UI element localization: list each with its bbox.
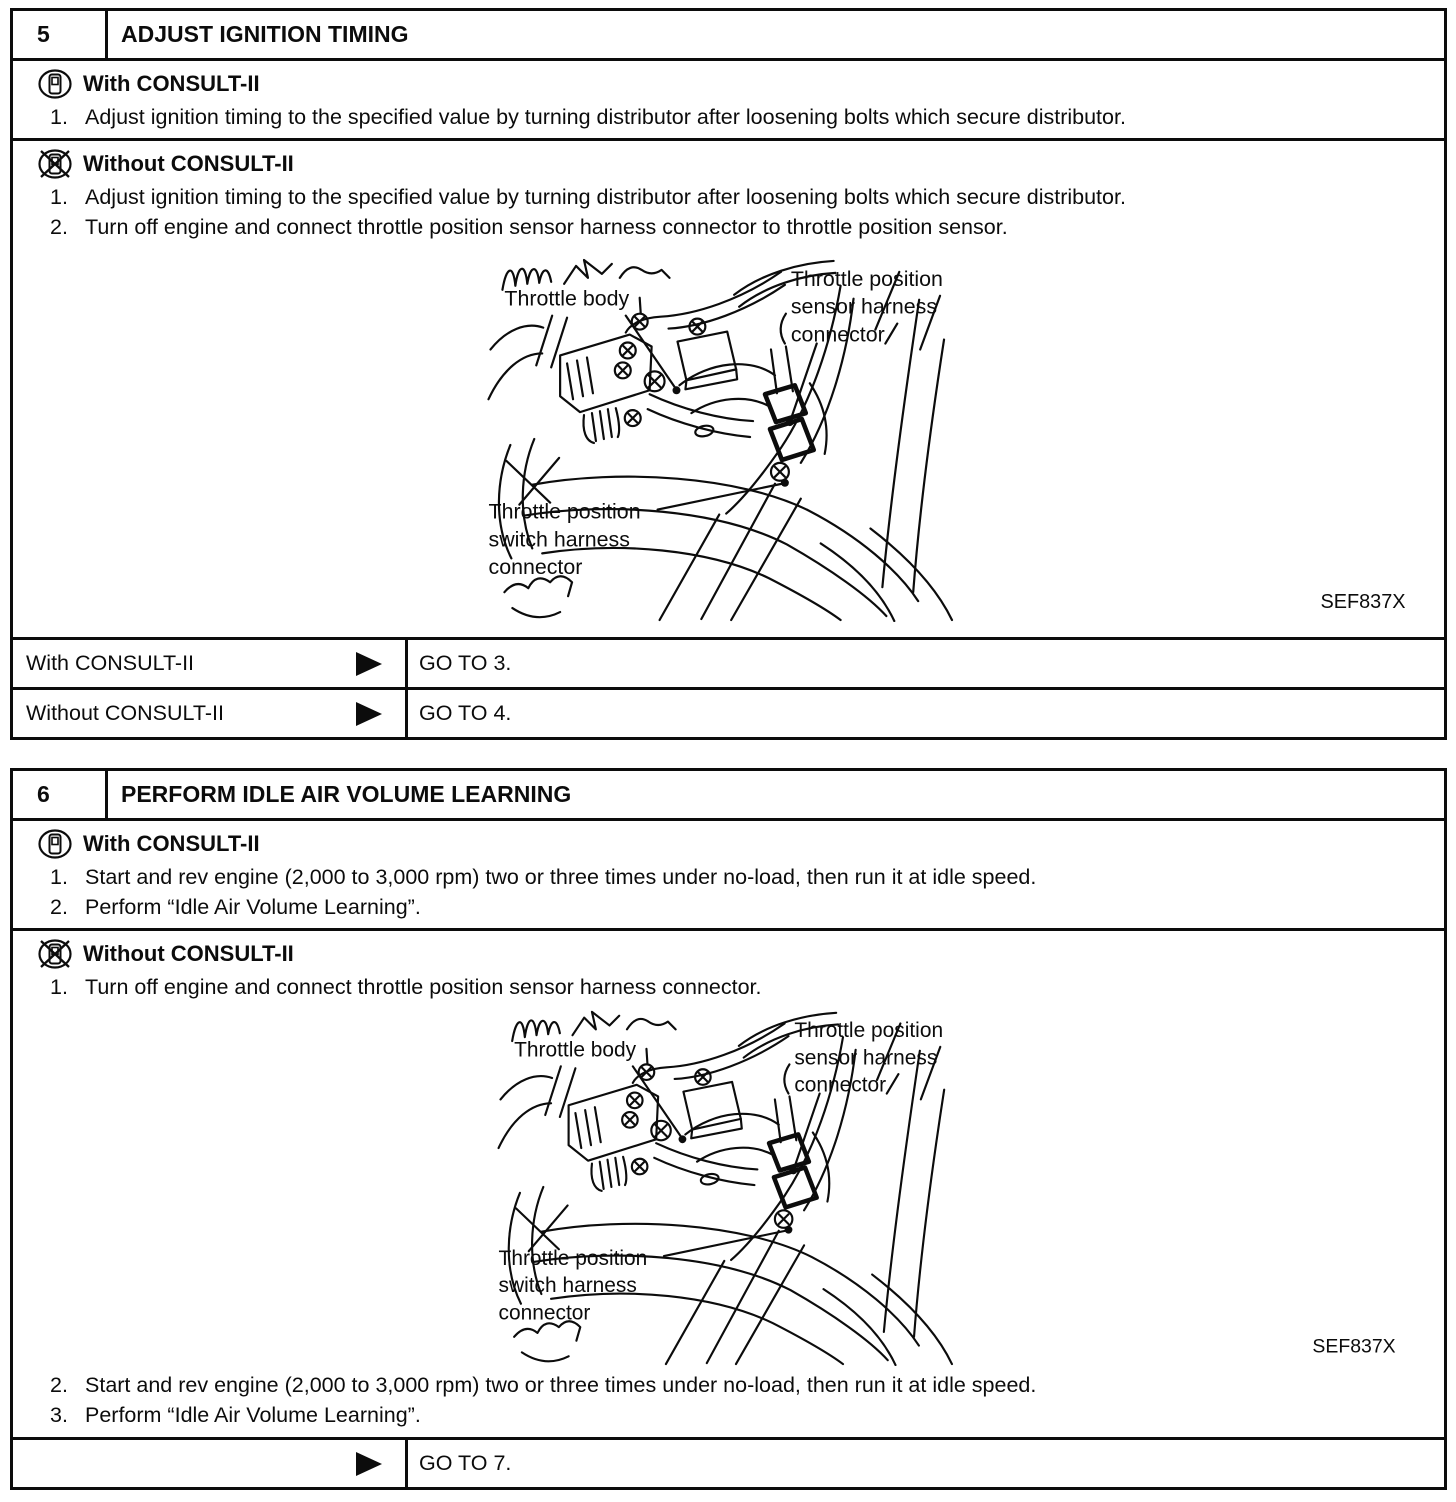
list-item xyxy=(13,1400,1444,1430)
list-item xyxy=(13,212,1444,242)
action-condition-cell xyxy=(13,1440,408,1487)
action-condition-cell xyxy=(13,640,408,687)
figure-code: SEF837X xyxy=(1312,1335,1396,1358)
box6-step-number: 6 xyxy=(13,771,108,818)
item-text: Adjust ignition timing to the specified value by turning distributor after loosening bolts which secure distributor. xyxy=(85,105,1126,129)
action-result-cell: GO TO 3. xyxy=(419,651,512,675)
box6-with-heading-row xyxy=(13,826,1444,862)
item-text: Perform “Idle Air Volume Learning”. xyxy=(85,895,421,919)
list-item xyxy=(13,182,1444,212)
engine-diagram-figure xyxy=(478,1006,1423,1366)
action-condition-label: Without CONSULT-II xyxy=(26,701,224,725)
box5-step-number: 5 xyxy=(13,11,108,58)
list-item xyxy=(13,862,1444,892)
box5-with-heading: With CONSULT-II xyxy=(83,71,260,96)
procedure-box-6 xyxy=(10,768,1447,1490)
item-number: 1. xyxy=(50,865,68,889)
box6-without-consult-section xyxy=(13,928,1444,1437)
item-text: Turn off engine and connect throttle position sensor harness connector to throttle position sensor. xyxy=(85,215,1008,239)
label-switch-connector: connector xyxy=(488,555,583,580)
action-condition-label: With CONSULT-II xyxy=(26,651,195,675)
consult-ii-icon xyxy=(38,69,72,99)
no-consult-ii-icon xyxy=(38,149,72,179)
box5-header xyxy=(13,11,1444,61)
box6-header xyxy=(13,771,1444,821)
item-number: 1. xyxy=(50,975,68,999)
label-sensor-connector: sensor harness xyxy=(794,1046,938,1070)
label-sensor-connector: connector xyxy=(790,322,885,347)
box6-with-consult-section xyxy=(13,821,1444,928)
list-item xyxy=(13,1370,1444,1400)
label-switch-connector: Throttle position xyxy=(498,1246,648,1270)
item-text: Perform “Idle Air Volume Learning”. xyxy=(85,1403,421,1427)
procedure-box-5 xyxy=(10,8,1447,740)
figure-code: SEF837X xyxy=(1320,591,1406,614)
throttle-body-diagram xyxy=(478,254,1423,622)
action-row xyxy=(13,637,1444,687)
box5-without-heading-row xyxy=(13,146,1444,182)
engine-diagram-figure xyxy=(478,254,1423,622)
label-switch-connector: switch harness xyxy=(498,1274,637,1298)
action-row xyxy=(13,687,1444,737)
action-row xyxy=(13,1437,1444,1487)
item-number: 1. xyxy=(50,185,68,209)
item-text: Adjust ignition timing to the specified value by turning distributor after loosening bolts which secure distributor. xyxy=(85,185,1126,209)
arrow-right-icon xyxy=(355,701,383,727)
list-item xyxy=(13,102,1444,132)
action-result-cell: GO TO 4. xyxy=(419,701,512,725)
action-result-cell: GO TO 7. xyxy=(419,1451,512,1475)
box5-without-consult-section xyxy=(13,138,1444,637)
item-number: 1. xyxy=(50,105,68,129)
arrow-right-icon xyxy=(355,651,383,677)
box5-title: ADJUST IGNITION TIMING xyxy=(121,21,409,47)
label-switch-connector: Throttle position xyxy=(488,499,641,524)
box6-with-heading: With CONSULT-II xyxy=(83,831,260,856)
item-text: Turn off engine and connect throttle position sensor harness connector. xyxy=(85,975,762,999)
box6-without-heading: Without CONSULT-II xyxy=(83,941,294,966)
list-item xyxy=(13,972,1444,1002)
item-number: 2. xyxy=(50,215,68,239)
item-text: Start and rev engine (2,000 to 3,000 rpm) two or three times under no-load, then run it at idle speed. xyxy=(85,1373,1037,1397)
label-sensor-connector: Throttle position xyxy=(790,266,943,291)
item-number: 2. xyxy=(50,895,68,919)
label-sensor-connector: connector xyxy=(794,1073,887,1097)
no-consult-ii-icon xyxy=(38,939,72,969)
list-item xyxy=(13,892,1444,922)
box6-title: PERFORM IDLE AIR VOLUME LEARNING xyxy=(121,781,572,807)
label-sensor-connector: sensor harness xyxy=(790,294,938,319)
box5-without-heading: Without CONSULT-II xyxy=(83,151,294,176)
consult-ii-icon xyxy=(38,829,72,859)
arrow-right-icon xyxy=(355,1451,383,1477)
box5-with-heading-row xyxy=(13,66,1444,102)
item-number: 3. xyxy=(50,1403,68,1427)
action-condition-cell xyxy=(13,690,408,737)
label-throttle-body: Throttle body xyxy=(504,286,630,311)
item-text: Start and rev engine (2,000 to 3,000 rpm) two or three times under no-load, then run it at idle speed. xyxy=(85,865,1037,889)
label-sensor-connector: Throttle position xyxy=(794,1019,944,1043)
label-switch-connector: connector xyxy=(498,1301,591,1325)
box6-without-heading-row xyxy=(13,936,1444,972)
item-number: 2. xyxy=(50,1373,68,1397)
label-switch-connector: switch harness xyxy=(488,527,630,552)
box5-with-consult-section xyxy=(13,61,1444,138)
label-throttle-body: Throttle body xyxy=(514,1038,637,1062)
throttle-body-diagram xyxy=(478,1006,1423,1366)
